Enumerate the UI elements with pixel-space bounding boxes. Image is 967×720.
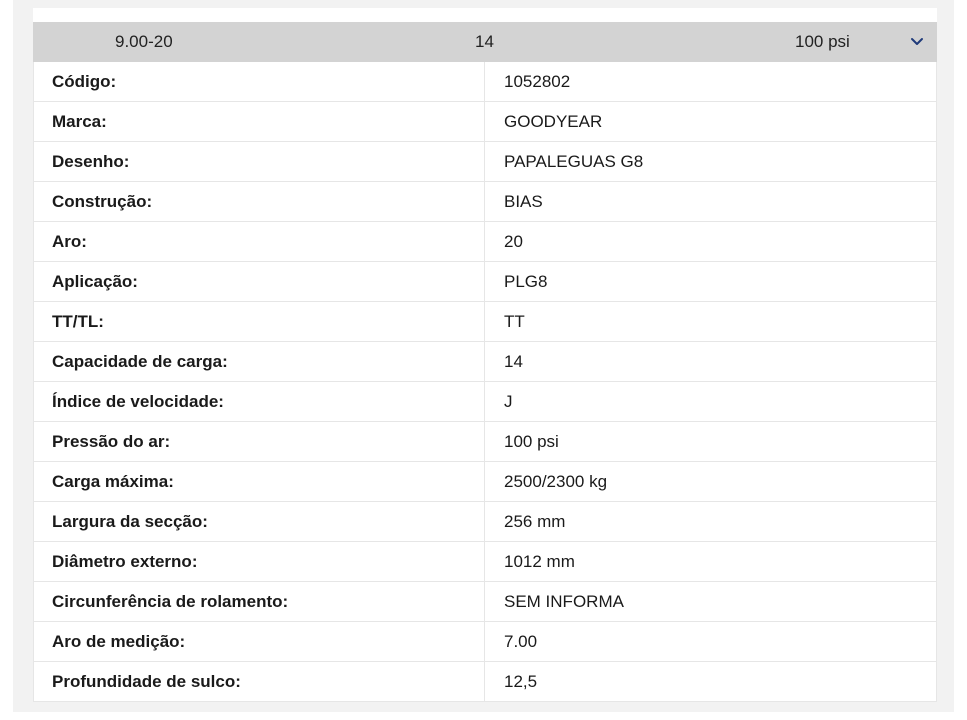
- spec-label: Desenho:: [34, 142, 485, 181]
- tire-spec-panel: [33, 22, 937, 702]
- spec-label: Aro de medição:: [34, 622, 485, 661]
- spec-value: SEM INFORMA: [504, 592, 624, 611]
- spec-value: 20: [504, 232, 523, 251]
- spec-label: Aro:: [34, 222, 485, 261]
- spec-value: 100 psi: [504, 432, 559, 451]
- spec-label: Pressão do ar:: [34, 422, 485, 461]
- spec-label: TT/TL:: [34, 302, 485, 341]
- spec-value: J: [504, 392, 513, 411]
- tire-summary-header[interactable]: [33, 22, 937, 62]
- spec-value: TT: [504, 312, 525, 331]
- spec-label: Profundidade de sulco:: [34, 662, 485, 701]
- summary-size: 9.00-20: [115, 32, 173, 51]
- spec-row-diametro-externo: [34, 542, 936, 582]
- spec-row-largura-seccao: [34, 502, 936, 542]
- chevron-down-icon[interactable]: [909, 35, 925, 49]
- spec-value: PLG8: [504, 272, 548, 291]
- spec-row-carga-maxima: [34, 462, 936, 502]
- spec-row-codigo: [34, 62, 936, 102]
- spec-label: Código:: [34, 62, 485, 101]
- spec-value: 2500/2300 kg: [504, 472, 608, 491]
- previous-item-edge: [33, 8, 937, 23]
- summary-pressure: 100 psi: [795, 32, 850, 51]
- spec-row-profundidade-sulco: [34, 662, 936, 702]
- spec-label: Carga máxima:: [34, 462, 485, 501]
- spec-label: Largura da secção:: [34, 502, 485, 541]
- spec-row-circunferencia-rolamento: [34, 582, 936, 622]
- spec-value: BIAS: [504, 192, 543, 211]
- spec-value: GOODYEAR: [504, 112, 603, 131]
- spec-table: [33, 62, 937, 702]
- spec-row-marca: [34, 102, 936, 142]
- spec-label: Construção:: [34, 182, 485, 221]
- spec-row-aro: [34, 222, 936, 262]
- spec-value: 7.00: [504, 632, 538, 651]
- spec-row-aro-medicao: [34, 622, 936, 662]
- spec-value: 256 mm: [504, 512, 566, 531]
- spec-label: Marca:: [34, 102, 485, 141]
- spec-row-capacidade-carga: [34, 342, 936, 382]
- spec-row-tt-tl: [34, 302, 936, 342]
- spec-label: Circunferência de rolamento:: [34, 582, 485, 621]
- spec-value: 14: [504, 352, 523, 371]
- spec-row-pressao-ar: [34, 422, 936, 462]
- spec-value: 1012 mm: [504, 552, 575, 571]
- spec-label: Capacidade de carga:: [34, 342, 485, 381]
- spec-label: Diâmetro externo:: [34, 542, 485, 581]
- spec-row-aplicacao: [34, 262, 936, 302]
- summary-load: 14: [475, 32, 494, 51]
- spec-row-desenho: [34, 142, 936, 182]
- spec-value: 12,5: [504, 672, 538, 691]
- spec-row-indice-velocidade: [34, 382, 936, 422]
- spec-label: Aplicação:: [34, 262, 485, 301]
- spec-label: Índice de velocidade:: [34, 382, 485, 421]
- spec-value: 1052802: [504, 72, 571, 91]
- spec-row-construcao: [34, 182, 936, 222]
- spec-value: PAPALEGUAS G8: [504, 152, 644, 171]
